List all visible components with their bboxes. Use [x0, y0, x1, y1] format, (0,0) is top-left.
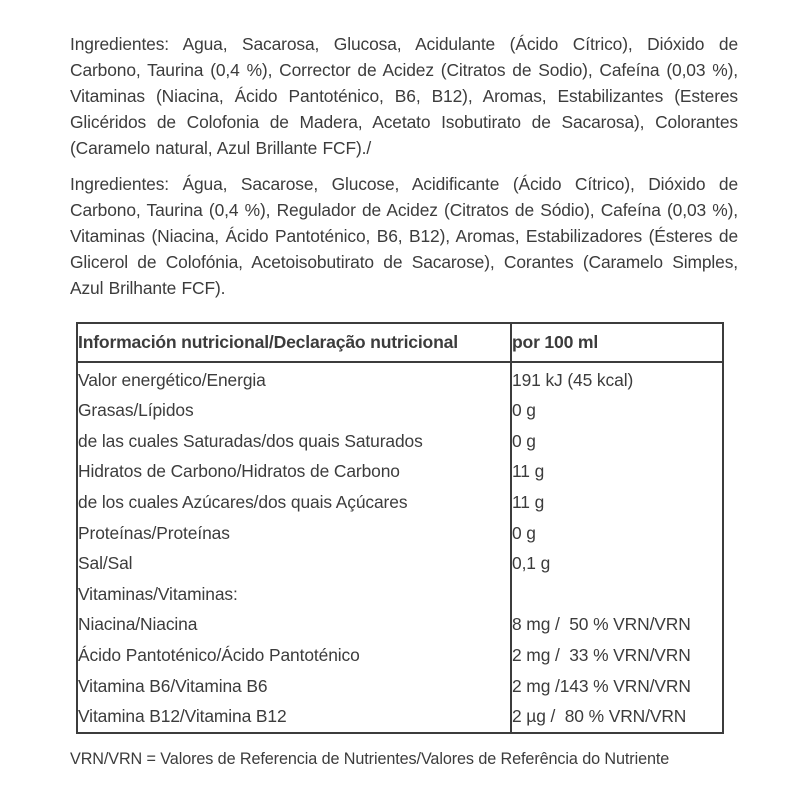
nutrient-value: 191 kJ (45 kcal) [512, 369, 634, 390]
ingredients-spanish-block [70, 31, 738, 161]
nutrient-name: Vitaminas/Vitaminas: [78, 579, 511, 610]
ingredients-portuguese-block [70, 171, 738, 301]
nutrient-value: 8 mg / 50 % VRN/VRN [512, 614, 691, 635]
table-row [78, 518, 722, 549]
nutrient-value: 0,1 g [512, 553, 551, 574]
table-row [78, 702, 722, 733]
nutrient-value: 11 g [512, 461, 545, 482]
nutrient-value: 2 mg / 33 % VRN/VRN [512, 644, 691, 665]
table-row [78, 396, 722, 427]
table-row [78, 457, 722, 488]
nutrient-name: Valor energético/Energia [78, 362, 511, 396]
nutrient-value [511, 579, 722, 610]
nutrition-header-label: Información nutricional/Declaração nutricional [78, 324, 511, 362]
vrn-footnote: VRN/VRN = Valores de Referencia de Nutrientes/Valores de Referência do Nutriente [70, 750, 670, 768]
nutrition-table-header-row [78, 324, 722, 362]
nutrition-header-serving: por 100 ml [511, 324, 722, 362]
table-row [78, 426, 722, 457]
nutrition-table-head [78, 324, 722, 362]
nutrient-name: Niacina/Niacina [78, 610, 511, 641]
nutrient-name: Vitamina B12/Vitamina B12 [78, 702, 511, 733]
nutrient-value: 0 g [512, 522, 536, 543]
table-row [78, 640, 722, 671]
nutrient-value: 11 g [512, 491, 545, 512]
nutrient-name: Vitamina B6/Vitamina B6 [78, 671, 511, 702]
nutrient-name: Hidratos de Carbono/Hidratos de Carbono [78, 457, 511, 488]
table-row [78, 549, 722, 580]
nutrient-name: Proteínas/Proteínas [78, 518, 511, 549]
table-row [78, 610, 722, 641]
nutrition-information-table [76, 322, 724, 734]
nutrient-name: Grasas/Lípidos [78, 396, 511, 427]
ingredients-portuguese-text: Ingredientes: Água, Sacarose, Glucose, Acidificante (Ácido Cítrico), Dióxido de Carbono, Taurina (0,4 %), Regulador de Acidez (Citratos de Sódio), Cafeína (0,03 %), Vitaminas (Niacina, Ácido Pantoténico, B6, B12), Aromas, Estabilizadores (Ésteres de Glicerol de Colofónia, Acetoisobutirato de Sacarose), Corantes (Caramelo Simples, Azul Brilhante FCF). [70, 174, 738, 299]
nutrient-name: de los cuales Azúcares/dos quais Açúcares [78, 487, 511, 518]
nutrient-value: 0 g [512, 400, 536, 421]
nutrient-value: 2 mg /143 % VRN/VRN [512, 675, 691, 696]
table-row [78, 362, 722, 396]
nutrient-name: Ácido Pantoténico/Ácido Pantoténico [78, 640, 511, 671]
nutrition-table [78, 324, 722, 732]
table-row [78, 671, 722, 702]
nutrient-value: 2 µg / 80 % VRN/VRN [512, 706, 687, 727]
nutrition-table-body [78, 362, 722, 732]
nutrient-name: Sal/Sal [78, 549, 511, 580]
table-row [78, 579, 722, 610]
nutrient-name: de las cuales Saturadas/dos quais Saturados [78, 426, 511, 457]
table-row [78, 487, 722, 518]
nutrient-value: 0 g [512, 430, 536, 451]
ingredients-spanish-text: Ingredientes: Agua, Sacarosa, Glucosa, Acidulante (Ácido Cítrico), Dióxido de Carbono, Taurina (0,4 %), Corrector de Acidez (Citratos de Sodio), Cafeína (0,03 %), Vitaminas (Niacina, Ácido Pantoténico, B6, B12), Aromas, Estabilizantes (Esteres Glicéridos de Colofonia de Madera, Acetato Isobutirato de Sacarosa), Colorantes (Caramelo natural, Azul Brillante FCF)./ [70, 34, 738, 159]
